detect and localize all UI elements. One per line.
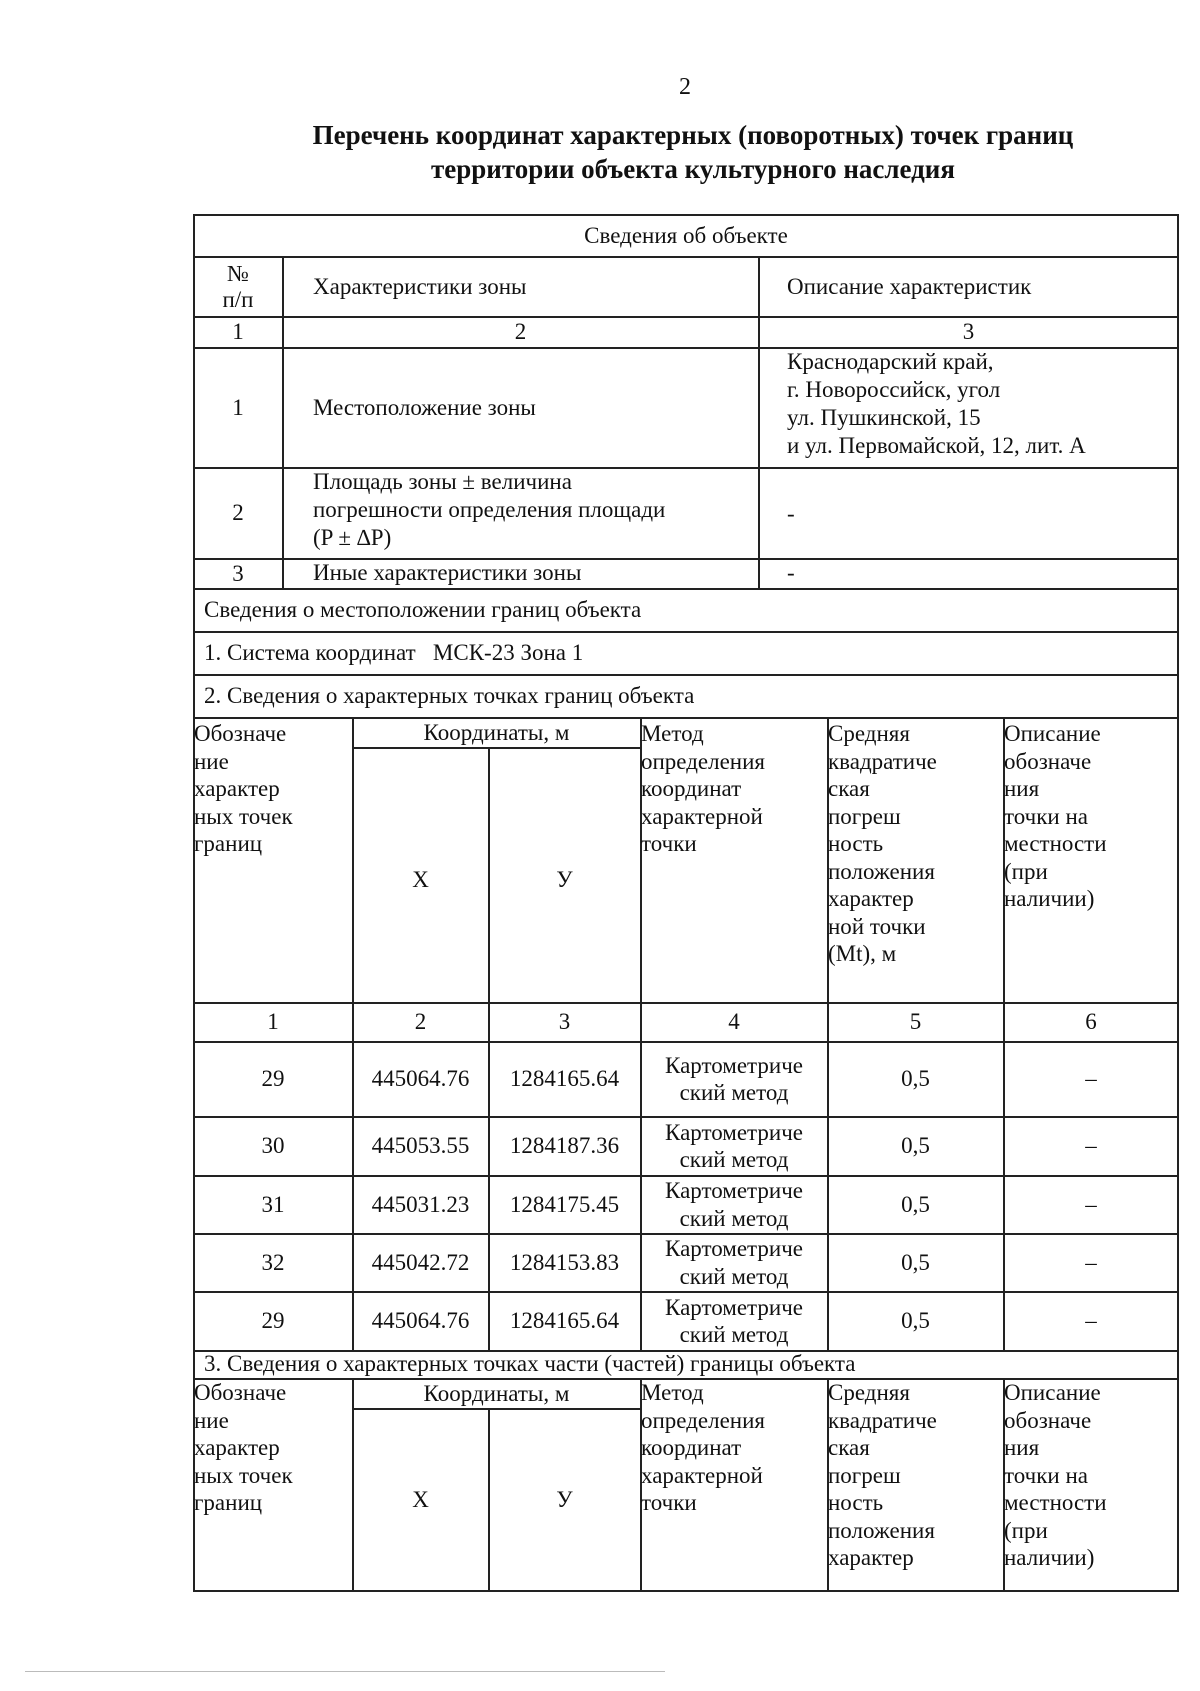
- coordinate-system: 1. Система координат МСК-23 Зона 1: [204, 640, 584, 665]
- location-label: Местоположение зоны: [313, 395, 536, 420]
- location-header-line: наличии): [1004, 886, 1095, 911]
- location-value: [787, 348, 1086, 460]
- method-header-line: определения: [641, 748, 766, 774]
- point-x: 445031.23: [371, 1191, 470, 1217]
- designation-header: [194, 720, 352, 1000]
- point-desc: –: [1085, 1249, 1097, 1275]
- part-method-header-line: Метод: [641, 1380, 704, 1405]
- point-y: 1284165.64: [509, 1066, 620, 1092]
- col-number: 5: [909, 1009, 922, 1035]
- error-header-line: (Mt), м: [828, 941, 897, 966]
- part-method-header-line: определения: [641, 1407, 766, 1433]
- part-location-header-line: Описание: [1004, 1380, 1101, 1405]
- part-method-header: [641, 1379, 827, 1591]
- boundary-section-title: Сведения о местоположении границ объекта: [204, 597, 642, 622]
- part-coordinates-header: Координаты, м: [423, 1380, 570, 1406]
- error-header-line: Средняя: [828, 721, 910, 746]
- area-label: [313, 468, 665, 552]
- error-header-line: ность: [828, 831, 884, 856]
- point-method: [641, 1176, 827, 1233]
- part-location-header-line: (при: [1004, 1517, 1048, 1543]
- point-method-line: ский метод: [679, 1322, 789, 1347]
- row-divider: [194, 631, 1178, 633]
- point-method-line: ский метод: [679, 1263, 789, 1289]
- part-x-header: X: [412, 1487, 429, 1513]
- location-value-line: г. Новороссийск, угол: [787, 377, 1001, 402]
- part-location-header-line: местности: [1004, 1490, 1107, 1515]
- method-header: [641, 720, 827, 1000]
- method-header-line: характерной: [641, 803, 763, 829]
- point-method-line: Картометриче: [665, 1052, 803, 1078]
- method-header-line: координат: [641, 776, 742, 801]
- area-label-line: погрешности определения площади: [313, 497, 666, 522]
- header-description: Описание характеристик: [787, 274, 1032, 299]
- location-value-line: ул. Пушкинской, 15: [787, 405, 981, 430]
- col-number: 2: [414, 1009, 427, 1035]
- col-number: 3: [962, 319, 975, 345]
- designation-header-line: ние: [194, 748, 229, 774]
- point-method-line: ский метод: [679, 1080, 789, 1105]
- point-x: 445064.76: [371, 1066, 470, 1092]
- point-method-line: Картометриче: [665, 1178, 803, 1203]
- part-designation-header-line: Обозначе: [194, 1380, 287, 1405]
- point-id: 30: [261, 1133, 285, 1159]
- row-divider: [194, 588, 1178, 590]
- point-method: [641, 1042, 827, 1116]
- location-header: [1004, 720, 1178, 1000]
- row-num: 2: [232, 500, 244, 526]
- col-divider: [282, 256, 284, 588]
- header-num-line-2: п/п: [222, 286, 254, 312]
- part-error-header-line: положения: [828, 1517, 935, 1543]
- point-x: 445053.55: [371, 1133, 470, 1159]
- location-header-line: обозначе: [1004, 748, 1092, 774]
- area-value: -: [787, 501, 795, 526]
- location-header-line: точки на: [1004, 803, 1088, 829]
- part-error-header-line: квадратиче: [828, 1407, 937, 1433]
- point-method-line: Картометриче: [665, 1294, 803, 1320]
- document-title: [193, 118, 1193, 186]
- point-y: 1284187.36: [509, 1133, 620, 1159]
- location-value-line: Краснодарский край,: [787, 349, 994, 374]
- point-mt: 0,5: [901, 1308, 930, 1334]
- other-value: -: [787, 560, 795, 585]
- point-desc: –: [1085, 1191, 1097, 1217]
- location-header-line: ния: [1004, 776, 1040, 801]
- point-y: 1284165.64: [509, 1308, 620, 1334]
- part-section-title: 3. Сведения о характерных точках части (частей) границы объекта: [204, 1351, 856, 1376]
- part-designation-header-line: характер: [194, 1435, 280, 1460]
- row-divider: [194, 256, 1178, 258]
- part-error-header-line: ность: [828, 1490, 884, 1515]
- header-num-line-1: №: [227, 260, 249, 286]
- part-y-header: У: [556, 1487, 573, 1513]
- point-mt: 0,5: [901, 1133, 930, 1159]
- part-location-header-line: наличии): [1004, 1545, 1095, 1570]
- y-header: У: [556, 867, 573, 893]
- header-characteristics: Характеристики зоны: [313, 274, 527, 299]
- point-method: [641, 1234, 827, 1291]
- title-line-2: территории объекта культурного наследия: [431, 154, 955, 184]
- part-error-header-line: ская: [828, 1435, 870, 1460]
- point-desc: –: [1085, 1308, 1097, 1334]
- error-header-line: ной точки: [828, 913, 926, 939]
- other-label: Иные характеристики зоны: [313, 560, 582, 585]
- point-mt: 0,5: [901, 1249, 930, 1275]
- coord-subheader-divider: [352, 1408, 640, 1410]
- point-id: 32: [261, 1249, 285, 1275]
- col-number: 2: [514, 319, 527, 345]
- part-method-header-line: координат: [641, 1435, 742, 1460]
- point-x: 445042.72: [371, 1249, 470, 1275]
- point-method-line: Картометриче: [665, 1236, 803, 1261]
- point-mt: 0,5: [901, 1191, 930, 1217]
- designation-header-line: Обозначе: [194, 721, 287, 746]
- object-section-title: Сведения об объекте: [584, 223, 788, 249]
- location-header-line: местности: [1004, 831, 1107, 856]
- point-mt: 0,5: [901, 1066, 930, 1092]
- method-header-line: точки: [641, 831, 697, 856]
- error-header: [828, 720, 1003, 1000]
- error-header-line: квадратиче: [828, 748, 937, 774]
- page-number: 2: [679, 74, 691, 100]
- col-number: 6: [1085, 1009, 1097, 1035]
- col-number: 1: [232, 319, 244, 345]
- point-y: 1284153.83: [509, 1249, 620, 1275]
- point-desc: –: [1085, 1133, 1097, 1159]
- row-divider: [194, 674, 1178, 676]
- location-header-line: Описание: [1004, 721, 1101, 746]
- row-num: 1: [232, 394, 244, 420]
- coordinates-header: Координаты, м: [423, 719, 570, 745]
- part-method-header-line: точки: [641, 1490, 697, 1515]
- points-section-title: 2. Сведения о характерных точках границ объекта: [204, 683, 695, 708]
- error-header-line: характер: [828, 886, 914, 911]
- part-error-header: [828, 1379, 1003, 1591]
- part-error-header-line: Средняя: [828, 1380, 910, 1405]
- part-designation-header-line: границ: [194, 1490, 263, 1515]
- point-x: 445064.76: [371, 1308, 470, 1334]
- scan-edge: [25, 1671, 665, 1672]
- point-id: 29: [261, 1308, 285, 1334]
- area-label-line: Площадь зоны ± величина: [313, 469, 572, 494]
- part-designation-header-line: ние: [194, 1407, 229, 1433]
- location-value-line: и ул. Первомайской, 12, лит. А: [787, 433, 1086, 458]
- header-num: [194, 257, 282, 316]
- point-method-line: ский метод: [679, 1205, 789, 1231]
- designation-header-line: характер: [194, 776, 280, 801]
- error-header-line: ская: [828, 776, 870, 801]
- part-error-header-line: погреш: [828, 1462, 901, 1488]
- part-location-header-line: точки на: [1004, 1462, 1088, 1488]
- part-designation-header-line: ных точек: [194, 1462, 293, 1488]
- point-method-line: ский метод: [679, 1147, 789, 1172]
- method-header-line: Метод: [641, 721, 704, 746]
- col-divider: [758, 256, 760, 588]
- row-divider: [194, 717, 1178, 719]
- error-header-line: положения: [828, 858, 935, 884]
- point-method: [641, 1117, 827, 1175]
- point-id: 29: [261, 1066, 285, 1092]
- part-location-header-line: ния: [1004, 1435, 1040, 1460]
- point-method: [641, 1292, 827, 1350]
- x-header: X: [412, 867, 429, 893]
- title-line-1: Перечень координат характерных (поворотных) точек границ: [312, 120, 1074, 150]
- designation-header-line: ных точек: [194, 803, 293, 829]
- part-error-header-line: характер: [828, 1545, 914, 1570]
- point-id: 31: [261, 1191, 285, 1217]
- part-designation-header: [194, 1379, 352, 1591]
- error-header-line: погреш: [828, 803, 901, 829]
- part-method-header-line: характерной: [641, 1462, 763, 1488]
- area-label-line: (P ± ∆P): [313, 525, 392, 550]
- col-number: 4: [728, 1009, 740, 1035]
- row-num: 3: [232, 560, 244, 586]
- point-method-line: Картометриче: [665, 1119, 803, 1145]
- point-desc: –: [1085, 1066, 1097, 1092]
- designation-header-line: границ: [194, 831, 263, 856]
- part-location-header: [1004, 1379, 1178, 1591]
- col-number: 3: [558, 1009, 571, 1035]
- col-number: 1: [267, 1009, 279, 1035]
- point-y: 1284175.45: [509, 1191, 620, 1217]
- part-location-header-line: обозначе: [1004, 1407, 1092, 1433]
- coord-subheader-divider: [352, 747, 640, 749]
- location-header-line: (при: [1004, 858, 1048, 884]
